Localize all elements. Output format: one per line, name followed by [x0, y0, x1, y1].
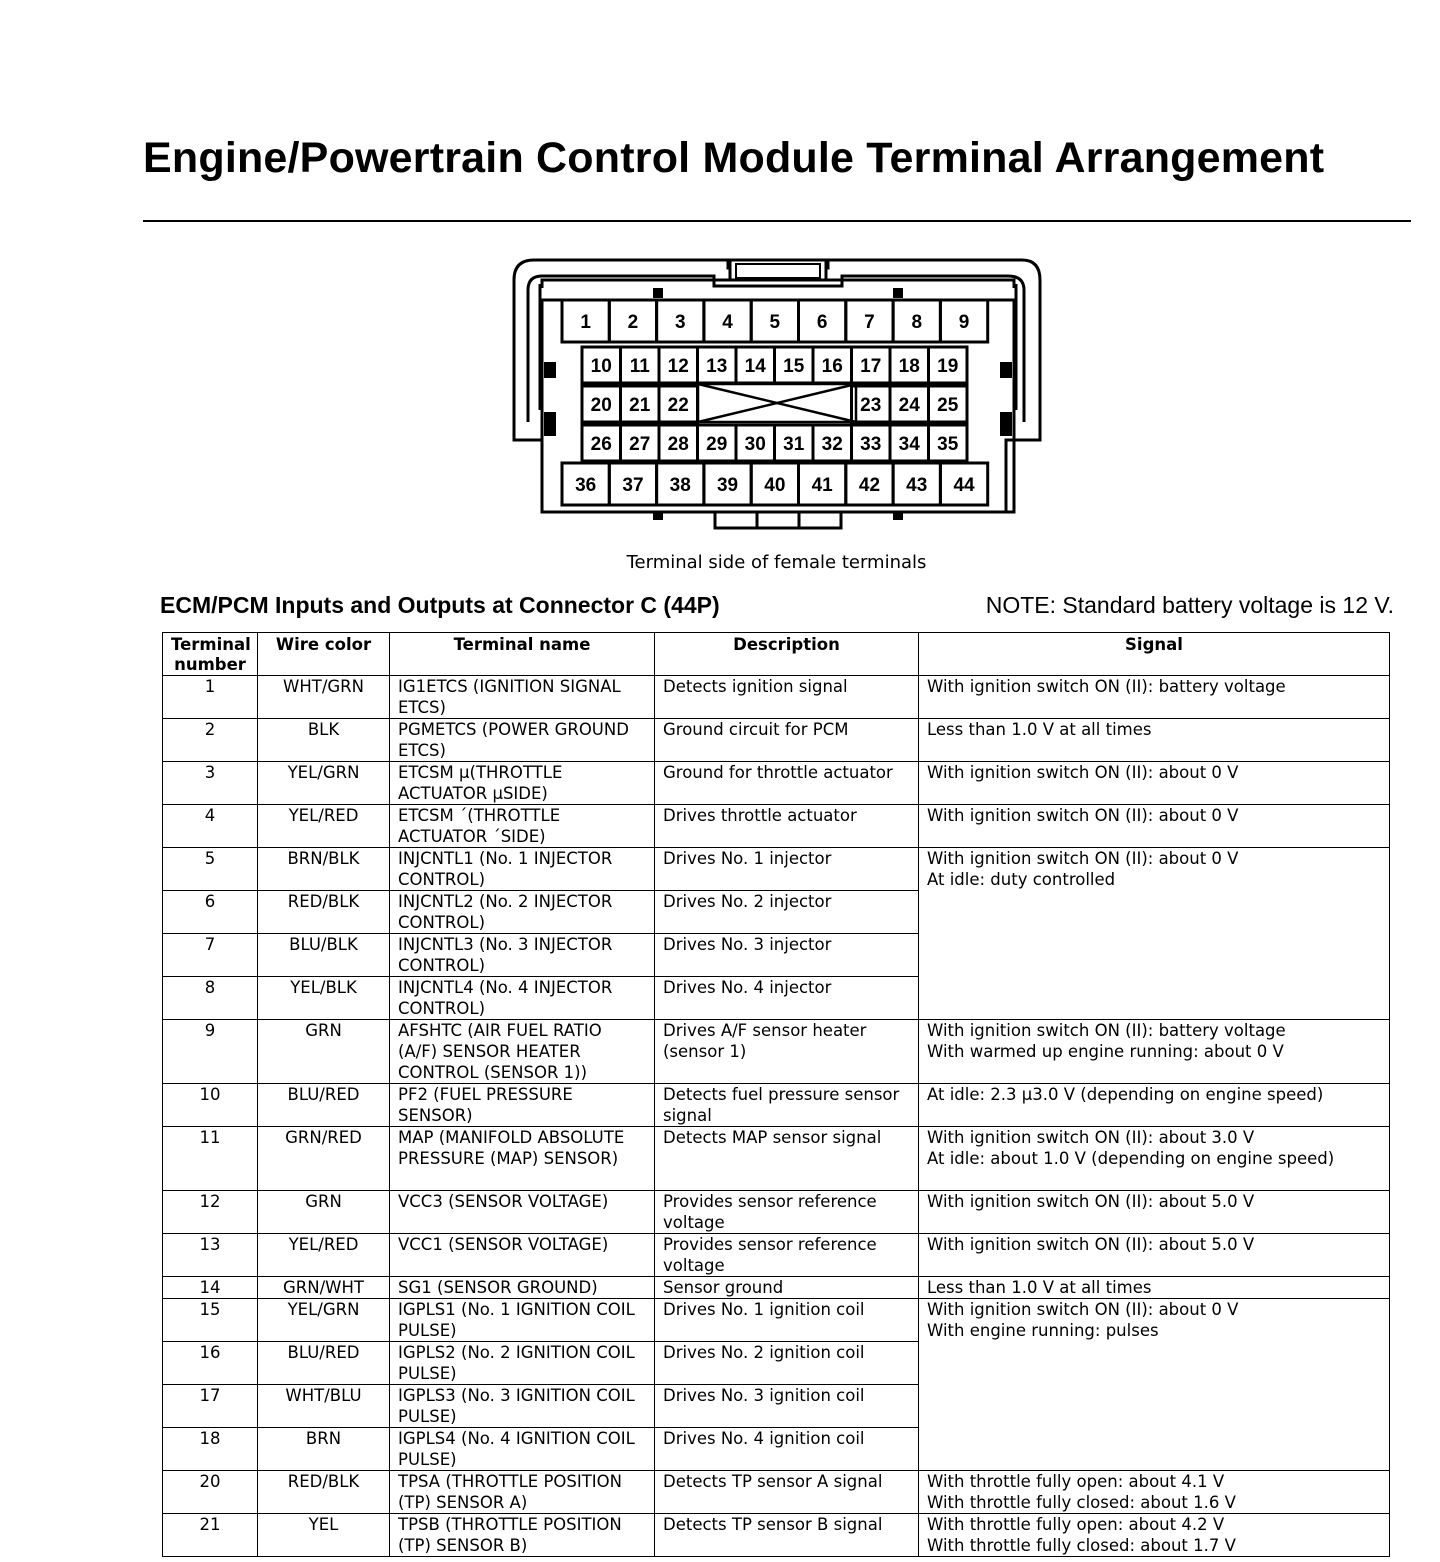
signal-line: With ignition switch ON (II): about 0 V — [927, 1300, 1239, 1319]
connector-pin-label: 34 — [898, 434, 920, 455]
terminal-number-cell: 16 — [163, 1342, 258, 1385]
section-title: ECM/PCM Inputs and Outputs at Connector C (44P) — [160, 592, 720, 618]
signal-line: At idle: 2.3 µ3.0 V (depending on engine speed) — [927, 1085, 1324, 1104]
table-row — [163, 1471, 1390, 1514]
connector-pin-label: 42 — [858, 475, 881, 496]
header-terminal-number: Terminal number — [163, 633, 258, 676]
signal-line: Less than 1.0 V at all times — [927, 720, 1152, 739]
connector-pin-label: 7 — [864, 312, 875, 333]
table-row — [163, 1234, 1390, 1277]
terminal-number-cell: 8 — [163, 977, 258, 1020]
terminal-name-cell: ETCSM ´(THROTTLE ACTUATOR ´SIDE) — [390, 805, 655, 848]
terminal-number-cell: 3 — [163, 762, 258, 805]
terminal-name-cell: IGPLS2 (No. 2 IGNITION COIL PULSE) — [390, 1342, 655, 1385]
wire-color-cell: BLK — [258, 719, 390, 762]
wire-color-cell: WHT/BLU — [258, 1385, 390, 1428]
connector-pin-label: 9 — [958, 312, 970, 333]
signal-line: With throttle fully closed: about 1.7 V — [927, 1536, 1236, 1555]
battery-voltage-note: NOTE: Standard battery voltage is 12 V. — [985, 592, 1394, 618]
wire-color-cell: YEL — [258, 1514, 390, 1557]
signal-line: With ignition switch ON (II): battery voltage — [927, 677, 1286, 696]
terminal-name-cell: INJCNTL3 (No. 3 INJECTOR CONTROL) — [390, 934, 655, 977]
connector-pin-label: 33 — [860, 434, 882, 455]
connector-pin-label: 21 — [629, 395, 651, 416]
signal-cell — [919, 1299, 1390, 1471]
signal-line: With ignition switch ON (II): battery voltage — [927, 1021, 1286, 1040]
connector-caption: Terminal side of female terminals — [626, 552, 927, 573]
connector-diagram — [500, 250, 1060, 535]
connector-pin-label: 29 — [706, 434, 728, 455]
signal-line: With ignition switch ON (II): about 3.0 V — [927, 1128, 1255, 1147]
description-cell: Provides sensor reference voltage — [655, 1234, 919, 1277]
table-row — [163, 1020, 1390, 1084]
description-cell: Drives No. 3 injector — [655, 934, 919, 977]
description-cell: Ground circuit for PCM — [655, 719, 919, 762]
connector-pin-label: 3 — [674, 312, 686, 333]
wire-color-cell: RED/BLK — [258, 1471, 390, 1514]
table-row — [163, 1277, 1390, 1299]
signal-line: At idle: about 1.0 V (depending on engine speed) — [927, 1149, 1335, 1168]
connector-pin-label: 39 — [716, 475, 739, 496]
table-row — [163, 762, 1390, 805]
wire-color-cell: GRN/WHT — [258, 1277, 390, 1299]
table-row — [163, 1514, 1390, 1557]
terminal-name-cell: IGPLS4 (No. 4 IGNITION COIL PULSE) — [390, 1428, 655, 1471]
title-divider — [143, 220, 1411, 222]
terminal-name-cell: TPSB (THROTTLE POSITION (TP) SENSOR B) — [390, 1514, 655, 1557]
header-wire-color: Wire color — [258, 633, 390, 676]
terminal-number-cell: 18 — [163, 1428, 258, 1471]
wire-color-cell: WHT/GRN — [258, 676, 390, 719]
signal-line: With ignition switch ON (II): about 0 V — [927, 763, 1239, 782]
description-cell: Drives No. 2 injector — [655, 891, 919, 934]
description-cell: Detects MAP sensor signal — [655, 1127, 919, 1191]
terminal-name-cell: INJCNTL1 (No. 1 INJECTOR CONTROL) — [390, 848, 655, 891]
signal-cell — [919, 1277, 1390, 1299]
signal-cell — [919, 848, 1390, 1020]
wire-color-cell: YEL/GRN — [258, 1299, 390, 1342]
description-cell: Ground for throttle actuator — [655, 762, 919, 805]
terminal-name-cell: PGMETCS (POWER GROUND ETCS) — [390, 719, 655, 762]
connector-pin-label: 25 — [937, 395, 959, 416]
connector-pin-label: 12 — [667, 356, 689, 377]
terminal-number-cell: 10 — [163, 1084, 258, 1127]
connector-pin-label: 26 — [590, 434, 612, 455]
signal-cell — [919, 1020, 1390, 1084]
terminal-name-cell: TPSA (THROTTLE POSITION (TP) SENSOR A) — [390, 1471, 655, 1514]
connector-pin-label: 28 — [667, 434, 689, 455]
terminal-number-cell: 6 — [163, 891, 258, 934]
signal-cell — [919, 1471, 1390, 1514]
description-cell: Drives No. 1 injector — [655, 848, 919, 891]
description-cell: Drives No. 4 ignition coil — [655, 1428, 919, 1471]
terminal-number-cell: 5 — [163, 848, 258, 891]
description-cell: Detects TP sensor B signal — [655, 1514, 919, 1557]
signal-cell — [919, 1514, 1390, 1557]
connector-pin-label: 19 — [937, 356, 959, 377]
signal-line: With engine running: pulses — [927, 1321, 1159, 1340]
connector-pin-label: 10 — [590, 356, 612, 377]
terminal-number-cell: 12 — [163, 1191, 258, 1234]
connector-pin-label: 41 — [811, 475, 833, 496]
connector-pin-label: 6 — [816, 312, 828, 333]
signal-line: With ignition switch ON (II): about 0 V — [927, 849, 1239, 868]
table-row — [163, 1084, 1390, 1127]
connector-pin-label: 43 — [906, 475, 928, 496]
wire-color-cell: BRN — [258, 1428, 390, 1471]
description-cell: Drives No. 4 injector — [655, 977, 919, 1020]
terminal-number-cell: 1 — [163, 676, 258, 719]
signal-cell — [919, 762, 1390, 805]
signal-line: Less than 1.0 V at all times — [927, 1278, 1152, 1297]
terminal-name-cell: IGPLS1 (No. 1 IGNITION COIL PULSE) — [390, 1299, 655, 1342]
signal-line: With throttle fully open: about 4.1 V — [927, 1472, 1225, 1491]
signal-line: With warmed up engine running: about 0 V — [927, 1042, 1284, 1061]
terminal-number-cell: 4 — [163, 805, 258, 848]
terminal-table — [162, 632, 1390, 1557]
terminal-number-cell: 20 — [163, 1471, 258, 1514]
page-title: Engine/Powertrain Control Module Terminal Arrangement — [143, 134, 1325, 182]
terminal-name-cell: IG1ETCS (IGNITION SIGNAL ETCS) — [390, 676, 655, 719]
description-cell: Sensor ground — [655, 1277, 919, 1299]
connector-pin-label: 40 — [764, 475, 786, 496]
terminal-name-cell: VCC1 (SENSOR VOLTAGE) — [390, 1234, 655, 1277]
connector-pin-label: 11 — [629, 356, 650, 377]
connector-pin-label: 20 — [590, 395, 612, 416]
connector-pin-label: 13 — [706, 356, 728, 377]
terminal-number-cell: 2 — [163, 719, 258, 762]
table-row — [163, 848, 1390, 891]
terminal-name-cell: INJCNTL2 (No. 2 INJECTOR CONTROL) — [390, 891, 655, 934]
terminal-number-cell: 17 — [163, 1385, 258, 1428]
table-row — [163, 719, 1390, 762]
table-row — [163, 676, 1390, 719]
description-cell: Detects ignition signal — [655, 676, 919, 719]
table-row — [163, 1191, 1390, 1234]
wire-color-cell: BLU/BLK — [258, 934, 390, 977]
terminal-number-cell: 14 — [163, 1277, 258, 1299]
terminal-number-cell: 11 — [163, 1127, 258, 1191]
wire-color-cell: BLU/RED — [258, 1342, 390, 1385]
wire-color-cell: YEL/GRN — [258, 762, 390, 805]
wire-color-cell: YEL/BLK — [258, 977, 390, 1020]
signal-line: With throttle fully open: about 4.2 V — [927, 1515, 1225, 1534]
description-cell: Detects TP sensor A signal — [655, 1471, 919, 1514]
connector-pin-label: 44 — [953, 475, 975, 496]
connector-pin-label: 2 — [627, 312, 639, 333]
signal-cell — [919, 1127, 1390, 1191]
wire-color-cell: GRN — [258, 1191, 390, 1234]
description-cell: Drives A/F sensor heater (sensor 1) — [655, 1020, 919, 1084]
signal-line: With ignition switch ON (II): about 0 V — [927, 806, 1239, 825]
terminal-number-cell: 13 — [163, 1234, 258, 1277]
table-row — [163, 1127, 1390, 1191]
description-cell: Drives No. 1 ignition coil — [655, 1299, 919, 1342]
terminal-name-cell: MAP (MANIFOLD ABSOLUTE PRESSURE (MAP) SENSOR) — [390, 1127, 655, 1191]
description-cell: Detects fuel pressure sensor signal — [655, 1084, 919, 1127]
connector-pin-label: 32 — [821, 434, 843, 455]
description-cell: Provides sensor reference voltage — [655, 1191, 919, 1234]
connector-pin-label: 4 — [722, 312, 733, 333]
connector-pin-label: 22 — [667, 395, 689, 416]
signal-cell — [919, 1084, 1390, 1127]
signal-cell — [919, 719, 1390, 762]
signal-line: With ignition switch ON (II): about 5.0 V — [927, 1192, 1255, 1211]
wire-color-cell: GRN/RED — [258, 1127, 390, 1191]
wire-color-cell: YEL/RED — [258, 805, 390, 848]
wire-color-cell: YEL/RED — [258, 1234, 390, 1277]
connector-pin-label: 1 — [580, 312, 591, 333]
connector-pin-label: 16 — [821, 356, 843, 377]
terminal-number-cell: 7 — [163, 934, 258, 977]
wire-color-cell: GRN — [258, 1020, 390, 1084]
terminal-number-cell: 21 — [163, 1514, 258, 1557]
signal-line: At idle: duty controlled — [927, 870, 1116, 889]
terminal-name-cell: PF2 (FUEL PRESSURE SENSOR) — [390, 1084, 655, 1127]
terminal-name-cell: IGPLS3 (No. 3 IGNITION COIL PULSE) — [390, 1385, 655, 1428]
connector-pin-label: 14 — [744, 356, 766, 377]
terminal-name-cell: VCC3 (SENSOR VOLTAGE) — [390, 1191, 655, 1234]
terminal-name-cell: ETCSM µ(THROTTLE ACTUATOR µSIDE) — [390, 762, 655, 805]
connector-pin-label: 17 — [860, 356, 882, 377]
wire-color-cell: BLU/RED — [258, 1084, 390, 1127]
table-header-row — [163, 633, 1390, 676]
terminal-number-cell: 9 — [163, 1020, 258, 1084]
description-cell: Drives No. 2 ignition coil — [655, 1342, 919, 1385]
terminal-name-cell: AFSHTC (AIR FUEL RATIO (A/F) SENSOR HEATER CONTROL (SENSOR 1)) — [390, 1020, 655, 1084]
connector-pin-label: 24 — [898, 395, 920, 416]
connector-pin-label: 23 — [860, 395, 882, 416]
connector-pin-label: 38 — [669, 475, 691, 496]
signal-cell — [919, 676, 1390, 719]
header-signal: Signal — [919, 633, 1390, 676]
terminal-number-cell: 15 — [163, 1299, 258, 1342]
connector-pin-label: 5 — [769, 312, 781, 333]
header-description: Description — [655, 633, 919, 676]
signal-line: With ignition switch ON (II): about 5.0 V — [927, 1235, 1255, 1254]
description-cell: Drives No. 3 ignition coil — [655, 1385, 919, 1428]
signal-cell — [919, 805, 1390, 848]
signal-line: With throttle fully closed: about 1.6 V — [927, 1493, 1236, 1512]
signal-cell — [919, 1234, 1390, 1277]
table-row — [163, 1299, 1390, 1342]
description-cell: Drives throttle actuator — [655, 805, 919, 848]
connector-pin-label: 36 — [575, 475, 597, 496]
connector-pin-label: 31 — [783, 434, 805, 455]
connector-pin-label: 30 — [744, 434, 766, 455]
header-terminal-name: Terminal name — [390, 633, 655, 676]
terminal-name-cell: SG1 (SENSOR GROUND) — [390, 1277, 655, 1299]
connector-pin-label: 27 — [629, 434, 651, 455]
wire-color-cell: RED/BLK — [258, 891, 390, 934]
connector-pin-label: 35 — [937, 434, 959, 455]
signal-cell — [919, 1191, 1390, 1234]
connector-pin-label: 18 — [898, 356, 920, 377]
connector-pin-label: 8 — [911, 312, 923, 333]
table-row — [163, 805, 1390, 848]
connector-pin-label: 37 — [622, 475, 644, 496]
terminal-name-cell: INJCNTL4 (No. 4 INJECTOR CONTROL) — [390, 977, 655, 1020]
wire-color-cell: BRN/BLK — [258, 848, 390, 891]
connector-pin-label: 15 — [783, 356, 805, 377]
